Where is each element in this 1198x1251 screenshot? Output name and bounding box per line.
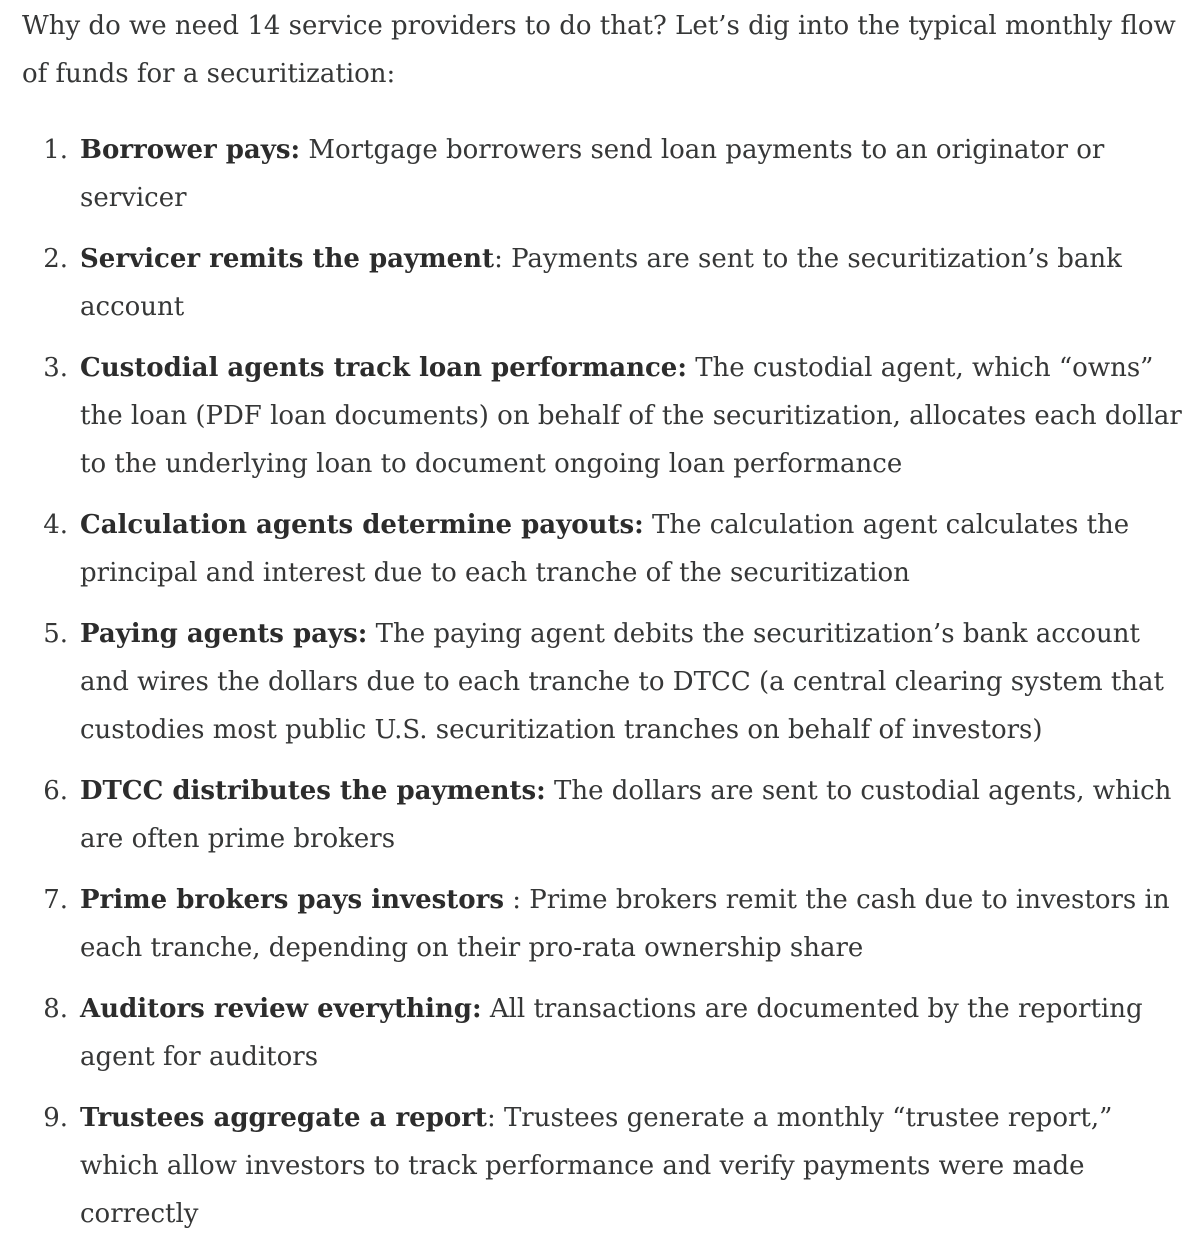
- list-item: [22, 985, 1192, 1081]
- list-item-heading: DTCC distributes the payments:: [80, 776, 546, 806]
- list-item-text: Trustees generate a monthly “trustee report,” which allow investors to track performance and verify payments were made correctly: [80, 1103, 1113, 1229]
- list-item: [22, 876, 1192, 972]
- list-item-heading: Auditors review everything:: [80, 994, 482, 1024]
- list-item-number: 1.: [43, 135, 68, 165]
- list-item: [22, 344, 1192, 488]
- list-item-separator: [687, 353, 695, 383]
- list-item-separator: :: [486, 1103, 504, 1133]
- list-item-heading: Calculation agents determine payouts:: [80, 510, 644, 540]
- list-item-text: All transactions are documented by the reporting agent for auditors: [80, 994, 1143, 1072]
- list-item-heading: Borrower pays:: [80, 135, 301, 165]
- list-item-heading: Paying agents pays:: [80, 619, 368, 649]
- list-item-separator: [644, 510, 652, 540]
- list-item: [22, 1094, 1192, 1238]
- list-item-number: 7.: [43, 885, 68, 915]
- list-item-heading: Prime brokers pays investors: [80, 885, 504, 915]
- list-item-separator: [546, 776, 554, 806]
- list-item-separator: :: [494, 244, 512, 274]
- list-item-number: 4.: [43, 510, 68, 540]
- list-item-number: 5.: [43, 619, 68, 649]
- list-item-text: The calculation agent calculates the principal and interest due to each tranche of the securitization: [80, 510, 1130, 588]
- list-item-text: Payments are sent to the securitization’s bank account: [80, 244, 1122, 322]
- list-item-number: 8.: [43, 994, 68, 1024]
- list-item-heading: Servicer remits the payment: [80, 244, 495, 274]
- list-item: [22, 610, 1192, 754]
- article-body: [22, 0, 1192, 1251]
- list-item-text: The custodial agent, which “owns” the loan (PDF loan documents) on behalf of the securitization, allocates each dollar to the underlying loan to document ongoing loan performance: [80, 353, 1182, 479]
- list-item-number: 2.: [43, 244, 68, 274]
- list-item-text: Mortgage borrowers send loan payments to an originator or servicer: [80, 135, 1105, 213]
- list-item-text: The dollars are sent to custodial agents, which are often prime brokers: [80, 776, 1172, 854]
- list-item-heading: Trustees aggregate a report: [80, 1103, 487, 1133]
- list-item-number: 3.: [43, 353, 68, 383]
- list-item-number: 6.: [43, 776, 68, 806]
- list-item-separator: [482, 994, 490, 1024]
- intro-paragraph: Why do we need 14 service providers to do that? Let’s dig into the typical monthly flow of funds for a securitization:: [22, 11, 1176, 89]
- list-item-number: 9.: [43, 1103, 68, 1133]
- list-item-separator: :: [503, 885, 530, 915]
- list-item: [22, 235, 1192, 331]
- list-item: [22, 126, 1192, 222]
- list-item-separator: [367, 619, 375, 649]
- list-item: [22, 501, 1192, 597]
- list-item: [22, 767, 1192, 863]
- flow-of-funds-list: [22, 126, 1192, 1238]
- list-item-heading: Custodial agents track loan performance:: [80, 353, 687, 383]
- list-item-text: The paying agent debits the securitization’s bank account and wires the dollars due to each tranche to DTCC (a central clearing system that custodies most public U.S. securitization tranches on behalf of investors): [80, 619, 1165, 745]
- list-item-text: Prime brokers remit the cash due to investors in each tranche, depending on their pro-rata ownership share: [80, 885, 1170, 963]
